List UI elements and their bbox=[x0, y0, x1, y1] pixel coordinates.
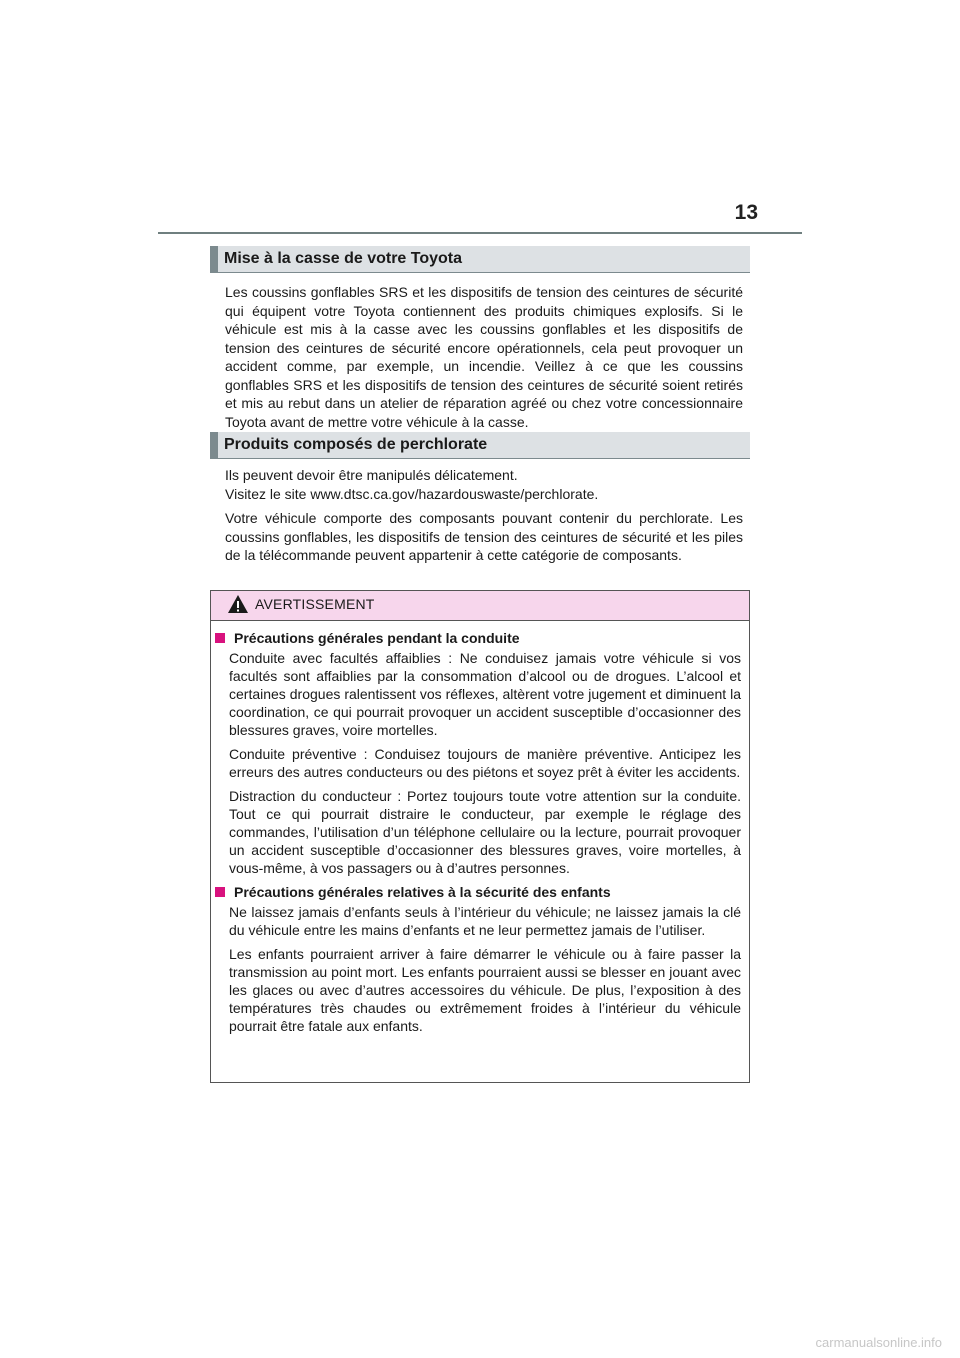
warning-paragraph: Conduite avec facultés affaiblies : Ne conduisez jamais votre véhicule si vos facultés sont affaiblies par la consommation d’alcool ou de drogues. L’alcool et certaines drogues ralentissent vos réflexes, altèrent votre jugement et diminuent la coordination, ce qui pourrait provoquer un accident susceptible d’occasionner des blessures graves, voire mortelles. bbox=[229, 650, 741, 738]
section-title-disposal: Mise à la casse de votre Toyota bbox=[224, 250, 463, 267]
warning-title: AVERTISSEMENT bbox=[255, 596, 375, 612]
section-title-perchlorate: Produits composés de perchlorate bbox=[224, 436, 488, 453]
section-header-bar bbox=[210, 432, 218, 459]
warning-paragraph: Conduite préventive : Conduisez toujours de manière préventive. Anticipez les erreurs des autres conducteurs ou des piétons et soyez prêt à éviter les accidents. bbox=[229, 746, 741, 780]
warning-paragraph: Les enfants pourraient arriver à faire démarrer le véhicule ou à faire passer la transmission au point mort. Les enfants pourraient aussi se blesser en jouant avec les glaces ou avec d’autres accessoires du véhicule. De plus, l’exposition à des températures très chaudes ou extrêmement froides à l’intérieur du véhicule pourrait être fatale aux enfants. bbox=[229, 946, 741, 1034]
section-header-disposal bbox=[210, 246, 750, 273]
paragraph: Ils peuvent devoir être manipulés délicatement. bbox=[225, 467, 518, 483]
bullet-square-icon bbox=[215, 633, 225, 643]
section-body-disposal bbox=[225, 283, 743, 434]
warning-paragraph: Ne laissez jamais d’enfants seuls à l’intérieur du véhicule; ne laissez jamais la clé du véhicule entre les mains d’enfants et ne leur permettez jamais de l’utiliser. bbox=[229, 904, 741, 938]
warning-item-driving bbox=[211, 629, 749, 877]
section-header-perchlorate bbox=[210, 432, 750, 459]
paragraph-link: Visitez le site www.dtsc.ca.gov/hazardouswaste/perchlorate. bbox=[225, 485, 599, 502]
paragraph: Les coussins gonflables SRS et les dispositifs de tension des ceintures de sécurité qui équipent votre Toyota contiennent des produits chimiques explosifs. Si le véhicule est mis à la casse avec les coussins gonflables et les dispositifs de tension des ceintures de sécurité encore opérationnels, cela peut provoquer un accident comme, par exemple, un incendie. Veillez à ce que les coussins gonflables SRS et les dispositifs de tension des ceintures de sécurité soient retirés et mis au rebut dans un atelier de réparation agréé ou chez votre concessionnaire Toyota avant de mettre votre véhicule à la casse. bbox=[225, 284, 743, 430]
warning-box bbox=[210, 590, 750, 1083]
warning-item-heading bbox=[215, 629, 749, 647]
header-rule bbox=[158, 232, 802, 234]
section-body-perchlorate bbox=[225, 466, 743, 568]
warning-item-children bbox=[211, 883, 749, 1035]
warning-paragraph: Distraction du conducteur : Portez toujours toute votre attention sur la conduite. Tout ce qui pourrait distraire le conducteur, par exemple le réglage des commandes, l’utilisation d’un téléphone cellulaire ou la lecture, pourrait provoquer un accident susceptible d’occasionner des blessures graves, voire mortelles, à vous-même, à vos passagers ou à d’autres personnes. bbox=[229, 788, 741, 876]
paragraph: Votre véhicule comporte des composants pouvant contenir du perchlorate. Les coussins gonflables, les dispositifs de tension des ceintures de sécurité et les piles de la télécommande peuvent appartenir à cette catégorie de composants. bbox=[225, 510, 743, 563]
warning-header bbox=[211, 591, 749, 621]
section-header-bar bbox=[210, 246, 218, 273]
watermark: carmanualsonline.info bbox=[815, 1335, 942, 1350]
warning-body bbox=[211, 629, 749, 1041]
bullet-square-icon bbox=[215, 887, 225, 897]
warning-item-heading-text: Précautions générales relatives à la sécurité des enfants bbox=[234, 884, 611, 900]
page-number: 13 bbox=[734, 201, 758, 224]
warning-item-heading bbox=[215, 883, 749, 901]
warning-item-heading-text: Précautions générales pendant la conduite bbox=[234, 630, 520, 646]
warning-triangle-icon bbox=[227, 594, 249, 614]
